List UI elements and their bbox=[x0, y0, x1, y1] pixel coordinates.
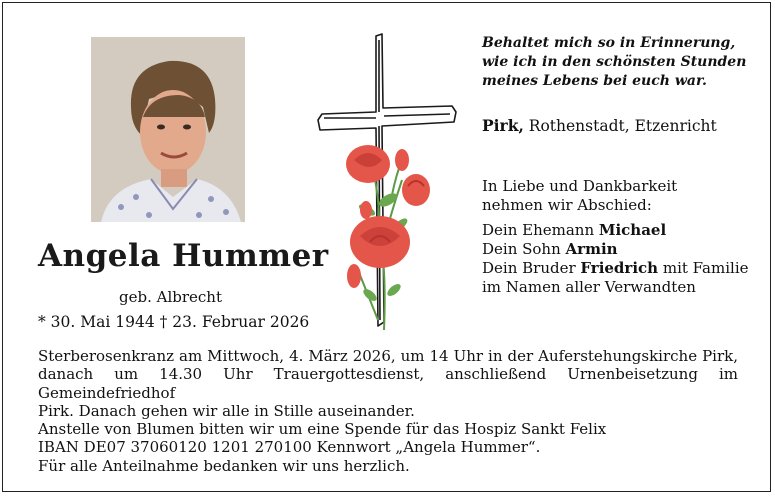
mourner-name: Armin bbox=[565, 240, 618, 258]
mourners-list bbox=[482, 221, 749, 297]
life-dates: * 30. Mai 1944 † 23. Februar 2026 bbox=[38, 313, 310, 331]
service-details bbox=[38, 347, 738, 475]
memorial-quote bbox=[482, 34, 746, 91]
places-line bbox=[482, 116, 717, 135]
mourner-row bbox=[482, 240, 749, 259]
mourner-suffix: mit Familie bbox=[658, 259, 749, 277]
portrait-photo bbox=[91, 37, 245, 222]
mourner-relation: Dein Bruder bbox=[482, 259, 581, 277]
mourner-relation: im Namen aller Verwandten bbox=[482, 278, 696, 296]
detail-line: danach um 14.30 Uhr Trauergottesdienst, anschließend Urnenbeisetzung im Gemeindefriedhof bbox=[38, 365, 738, 402]
thanks-line: Für alle Anteilnahme bedanken wir uns herzlich. bbox=[38, 456, 410, 475]
farewell-text bbox=[482, 177, 677, 215]
detail-line: Sterberosenkranz am Mittwoch, 4. März 2026, um 14 Uhr in der Auferstehungskirche Pirk, bbox=[38, 347, 738, 365]
mourner-row bbox=[482, 259, 749, 278]
mourner-relation: Dein Sohn bbox=[482, 240, 566, 258]
deceased-name: Angela Hummer bbox=[38, 238, 329, 274]
place-primary: Pirk, bbox=[482, 116, 524, 135]
mourner-row bbox=[482, 278, 749, 297]
maiden-name: geb. Albrecht bbox=[119, 288, 222, 306]
farewell-line: nehmen wir Abschied: bbox=[482, 196, 652, 214]
quote-line: meines Lebens bei euch war. bbox=[482, 73, 707, 89]
place-others: Rothenstadt, Etzenricht bbox=[523, 117, 717, 135]
mourner-name: Friedrich bbox=[580, 259, 659, 277]
quote-line: Behaltet mich so in Erinnerung, bbox=[482, 35, 736, 51]
detail-line: Pirk. Danach gehen wir alle in Stille auseinander. bbox=[38, 401, 415, 420]
farewell-line: In Liebe und Dankbarkeit bbox=[482, 177, 678, 195]
donation-line: IBAN DE07 37060120 1201 270100 Kennwort „Angela Hummer“. bbox=[38, 438, 541, 457]
mourner-row bbox=[482, 221, 749, 240]
cross-with-roses-illustration bbox=[312, 30, 462, 340]
mourner-relation: Dein Ehemann bbox=[482, 221, 599, 239]
quote-line: wie ich in den schönsten Stunden bbox=[482, 54, 747, 70]
detail-line: Anstelle von Blumen bitten wir um eine Spende für das Hospiz Sankt Felix bbox=[38, 420, 607, 439]
mourner-name: Michael bbox=[598, 221, 667, 239]
